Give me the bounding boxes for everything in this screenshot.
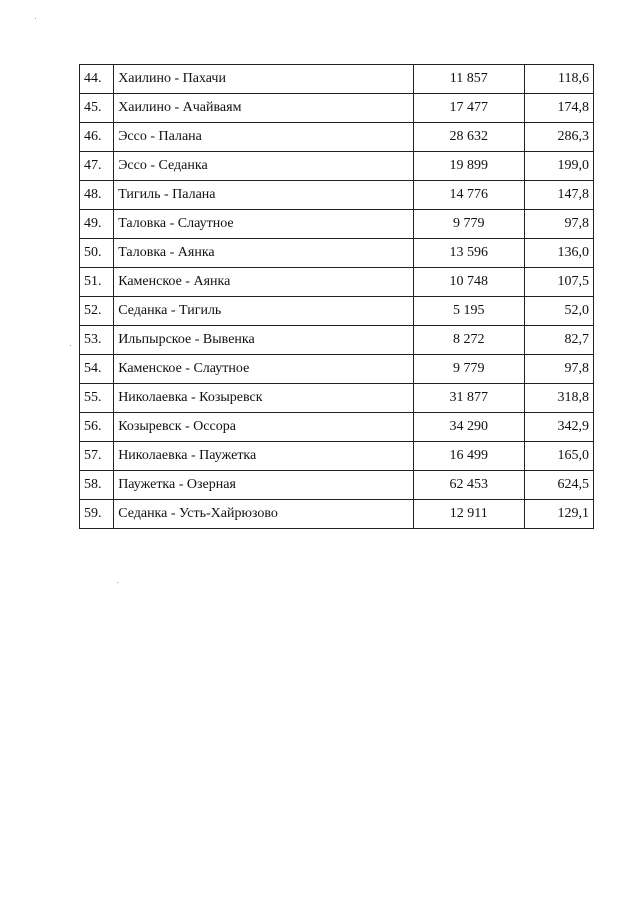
row-number-cell: 59. — [80, 500, 114, 529]
distance-cell: 34 290 — [413, 413, 524, 442]
row-number-cell: 46. — [80, 123, 114, 152]
table-row — [80, 152, 594, 181]
distance-cell: 19 899 — [413, 152, 524, 181]
distance-cell: 10 748 — [413, 268, 524, 297]
table-row — [80, 413, 594, 442]
route-name-cell: Эссо - Седанка — [114, 152, 414, 181]
value-cell: 318,8 — [524, 384, 593, 413]
distance-cell: 11 857 — [413, 65, 524, 94]
route-name-cell: Таловка - Слаутное — [114, 210, 414, 239]
table-row — [80, 442, 594, 471]
value-cell: 174,8 — [524, 94, 593, 123]
route-name-cell: Эссо - Палана — [114, 123, 414, 152]
row-number-cell: 48. — [80, 181, 114, 210]
row-number-cell: 44. — [80, 65, 114, 94]
row-number-cell: 58. — [80, 471, 114, 500]
value-cell: 147,8 — [524, 181, 593, 210]
route-name-cell: Седанка - Усть-Хайрюзово — [114, 500, 414, 529]
row-number-cell: 56. — [80, 413, 114, 442]
table-row — [80, 268, 594, 297]
route-name-cell: Хаилино - Ачайваям — [114, 94, 414, 123]
routes-table-body — [80, 65, 594, 529]
distance-cell: 17 477 — [413, 94, 524, 123]
value-cell: 129,1 — [524, 500, 593, 529]
route-name-cell: Таловка - Аянка — [114, 239, 414, 268]
value-cell: 118,6 — [524, 65, 593, 94]
route-name-cell: Седанка - Тигиль — [114, 297, 414, 326]
table-row — [80, 471, 594, 500]
row-number-cell: 49. — [80, 210, 114, 239]
value-cell: 342,9 — [524, 413, 593, 442]
row-number-cell: 47. — [80, 152, 114, 181]
distance-cell: 28 632 — [413, 123, 524, 152]
route-name-cell: Николаевка - Паужетка — [114, 442, 414, 471]
table-row — [80, 384, 594, 413]
row-number-cell: 53. — [80, 326, 114, 355]
route-name-cell: Тигиль - Палана — [114, 181, 414, 210]
value-cell: 136,0 — [524, 239, 593, 268]
distance-cell: 31 877 — [413, 384, 524, 413]
value-cell: 199,0 — [524, 152, 593, 181]
table-row — [80, 123, 594, 152]
scan-speck — [70, 345, 71, 346]
row-number-cell: 55. — [80, 384, 114, 413]
distance-cell: 12 911 — [413, 500, 524, 529]
scan-speck — [117, 582, 118, 583]
scan-speck — [35, 18, 36, 19]
table-row — [80, 210, 594, 239]
row-number-cell: 45. — [80, 94, 114, 123]
row-number-cell: 57. — [80, 442, 114, 471]
table-row — [80, 500, 594, 529]
value-cell: 165,0 — [524, 442, 593, 471]
table-row — [80, 326, 594, 355]
table-row — [80, 239, 594, 268]
route-name-cell: Николаевка - Козыревск — [114, 384, 414, 413]
table-row — [80, 355, 594, 384]
value-cell: 82,7 — [524, 326, 593, 355]
table-row — [80, 297, 594, 326]
distance-cell: 9 779 — [413, 210, 524, 239]
value-cell: 107,5 — [524, 268, 593, 297]
value-cell: 286,3 — [524, 123, 593, 152]
distance-cell: 8 272 — [413, 326, 524, 355]
distance-cell: 62 453 — [413, 471, 524, 500]
distance-cell: 14 776 — [413, 181, 524, 210]
route-name-cell: Каменское - Слаутное — [114, 355, 414, 384]
value-cell: 52,0 — [524, 297, 593, 326]
distance-cell: 16 499 — [413, 442, 524, 471]
route-name-cell: Каменское - Аянка — [114, 268, 414, 297]
table-row — [80, 65, 594, 94]
distance-cell: 9 779 — [413, 355, 524, 384]
row-number-cell: 51. — [80, 268, 114, 297]
route-name-cell: Козыревск - Оссора — [114, 413, 414, 442]
routes-table — [79, 64, 594, 529]
distance-cell: 13 596 — [413, 239, 524, 268]
distance-cell: 5 195 — [413, 297, 524, 326]
value-cell: 97,8 — [524, 355, 593, 384]
row-number-cell: 50. — [80, 239, 114, 268]
table-row — [80, 181, 594, 210]
value-cell: 97,8 — [524, 210, 593, 239]
row-number-cell: 52. — [80, 297, 114, 326]
table-row — [80, 94, 594, 123]
route-name-cell: Хаилино - Пахачи — [114, 65, 414, 94]
value-cell: 624,5 — [524, 471, 593, 500]
row-number-cell: 54. — [80, 355, 114, 384]
route-name-cell: Ильпырское - Вывенка — [114, 326, 414, 355]
route-name-cell: Паужетка - Озерная — [114, 471, 414, 500]
